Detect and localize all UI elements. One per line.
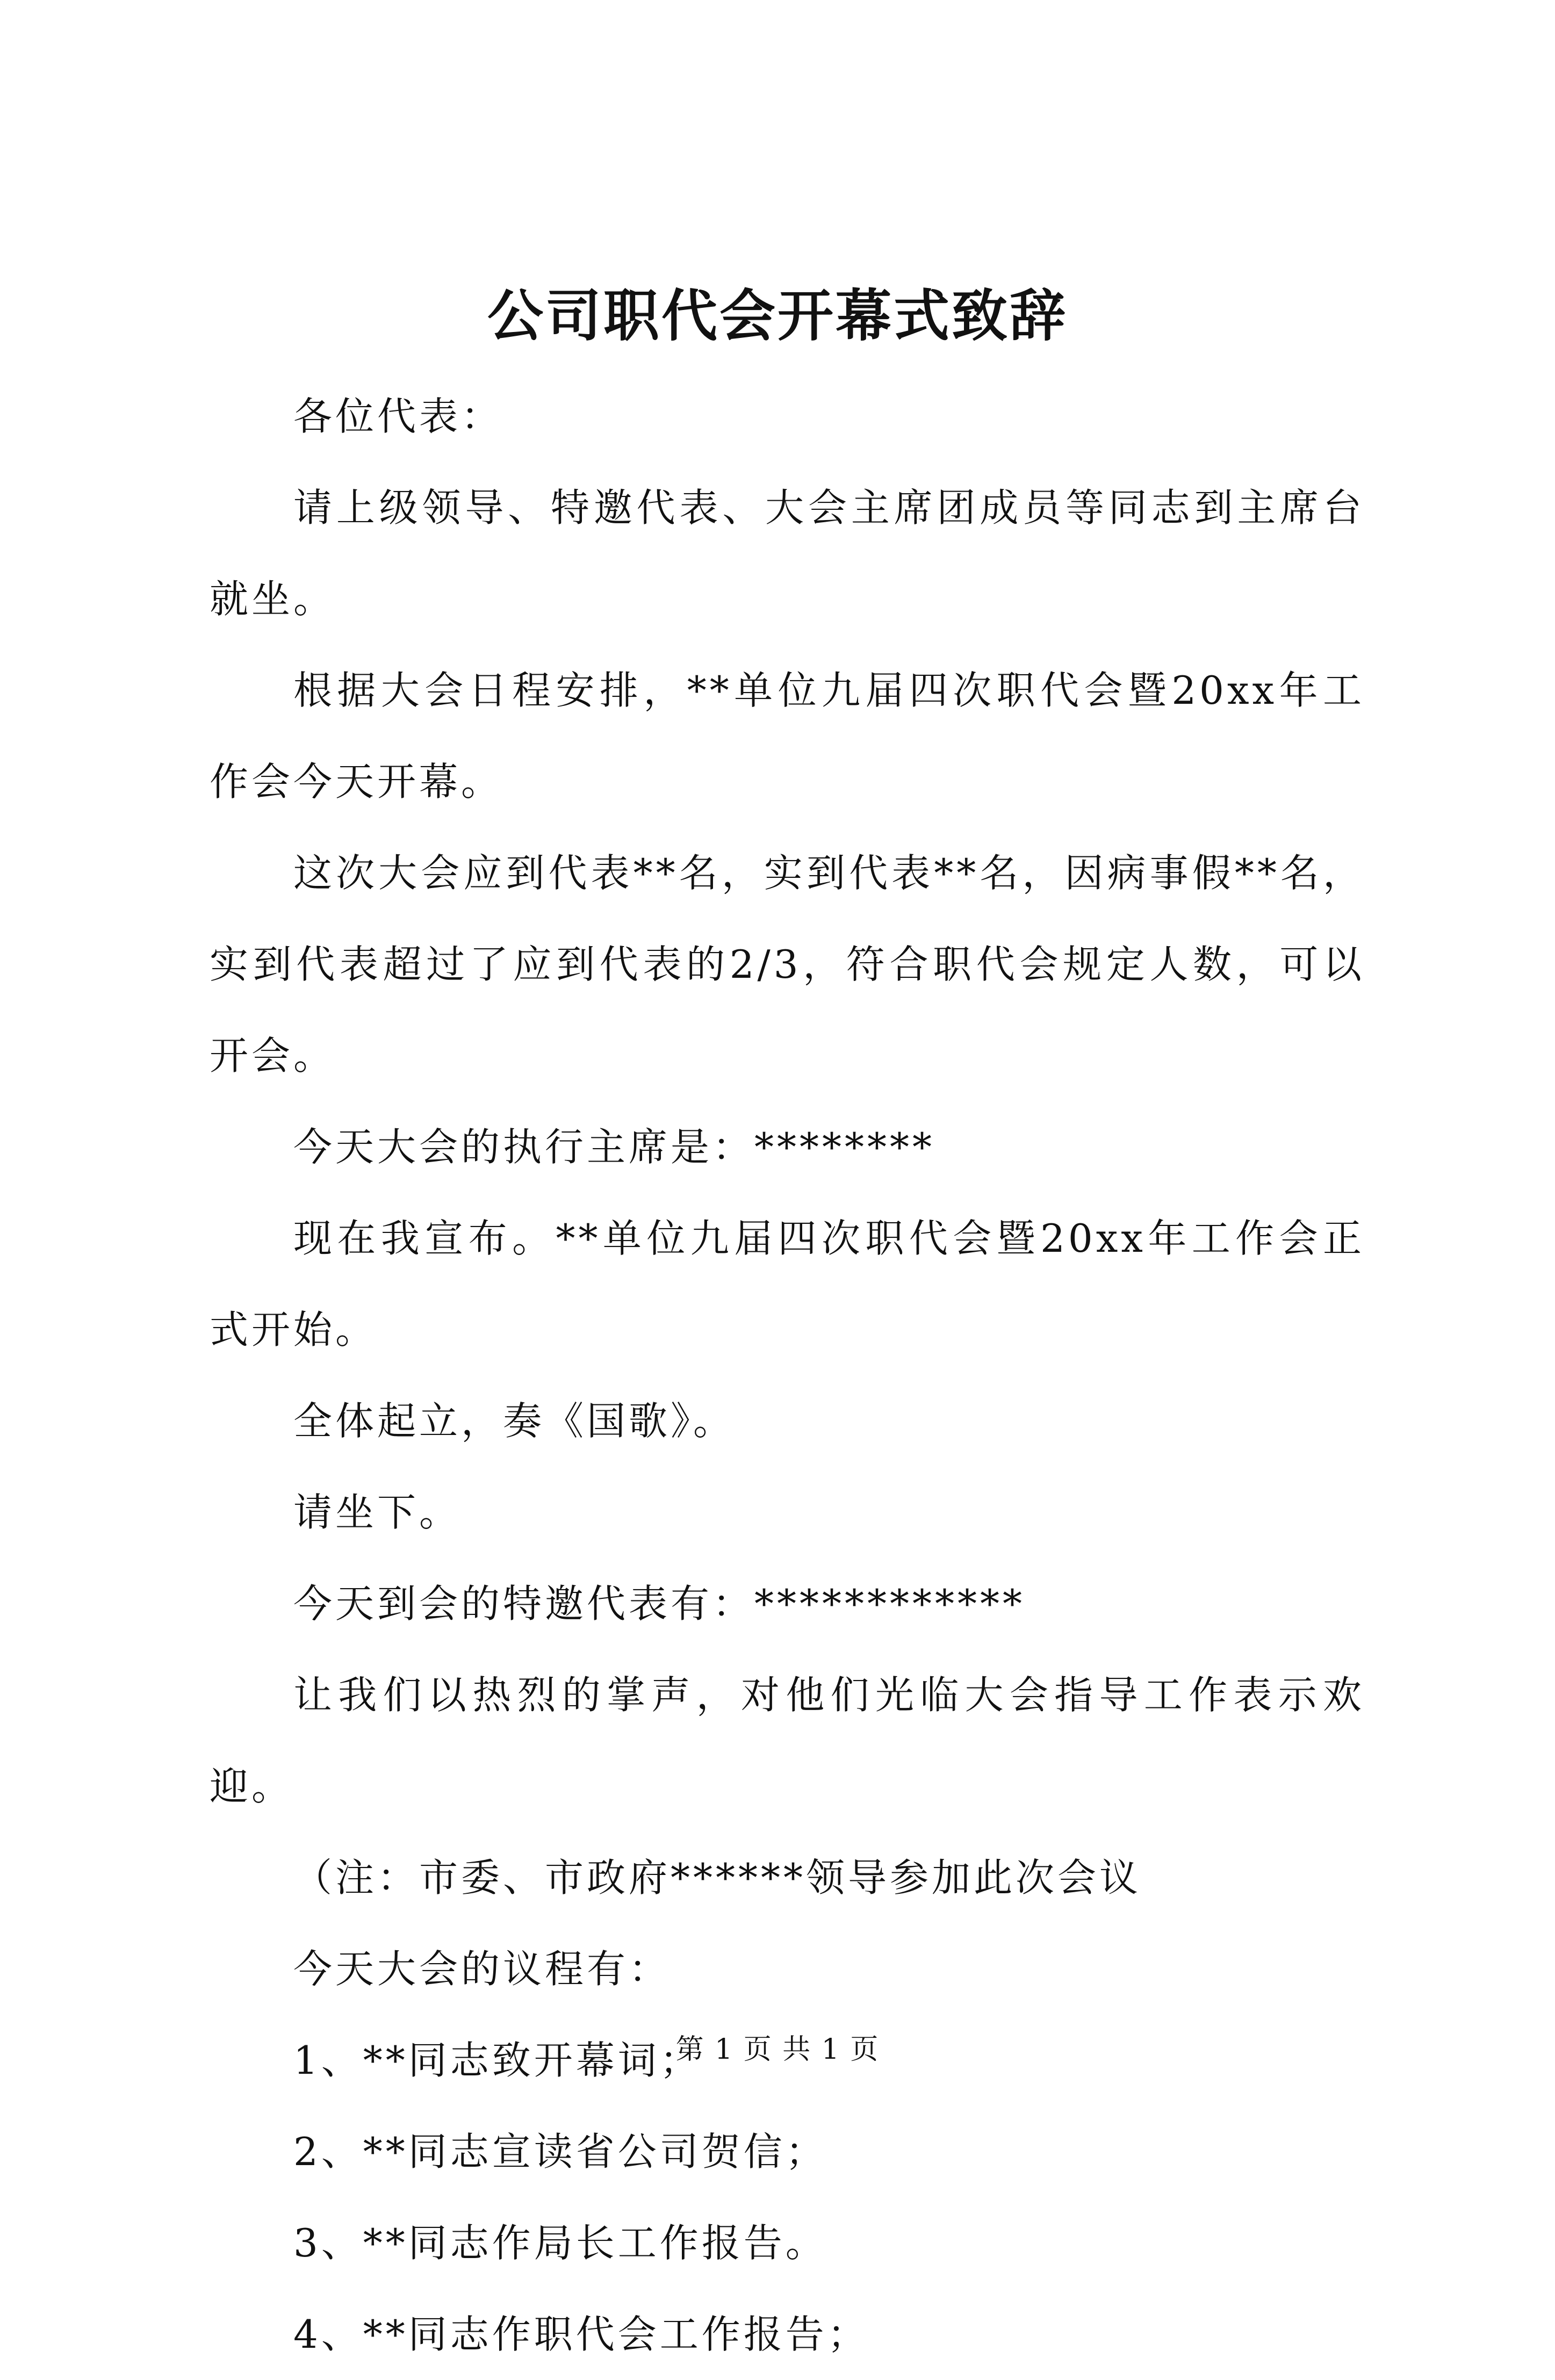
paragraph-note: （注：市委、市政府******领导参加此次会议: [293, 1855, 1142, 1900]
page-number-footer: 第 1 页 共 1 页: [675, 2033, 880, 2066]
document-body: [210, 371, 1365, 2380]
paragraph: 请坐下。: [293, 1490, 462, 1535]
paragraph: 现在我宣布。**单位九届四次职代会暨20xx年工作会正式开始。: [210, 1216, 1365, 1352]
agenda-item: 1、**同志致开幕词；: [293, 2038, 702, 2083]
paragraph: 请上级领导、特邀代表、大会主席团成员等同志到主席台就坐。: [210, 485, 1365, 622]
paragraph: 根据大会日程安排，**单位九届四次职代会暨20xx年工作会今天开幕。: [210, 668, 1365, 804]
paragraph: 今天大会的执行主席是：********: [293, 1124, 935, 1170]
document-title: 公司职代会开幕式致辞: [487, 283, 1068, 349]
paragraph: 今天到会的特邀代表有：************: [293, 1581, 1026, 1626]
agenda-item: 4、**同志作职代会工作报告；: [293, 2312, 869, 2357]
paragraph: 全体起立，奏《国歌》。: [293, 1398, 736, 1444]
agenda-item: 2、**同志宣读省公司贺信；: [293, 2129, 827, 2174]
agenda-item: 3、**同志作局长工作报告。: [293, 2220, 827, 2266]
paragraph: 今天大会的议程有：: [293, 1946, 671, 1992]
paragraph: 让我们以热烈的掌声，对他们光临大会指导工作表示欢迎。: [210, 1672, 1365, 1809]
paragraph-salutation: 各位代表：: [293, 394, 503, 439]
paragraph: 这次大会应到代表**名，实到代表**名，因病事假**名，实到代表超过了应到代表的2/3，符合职代会规定人数，可以开会。: [210, 850, 1365, 1078]
